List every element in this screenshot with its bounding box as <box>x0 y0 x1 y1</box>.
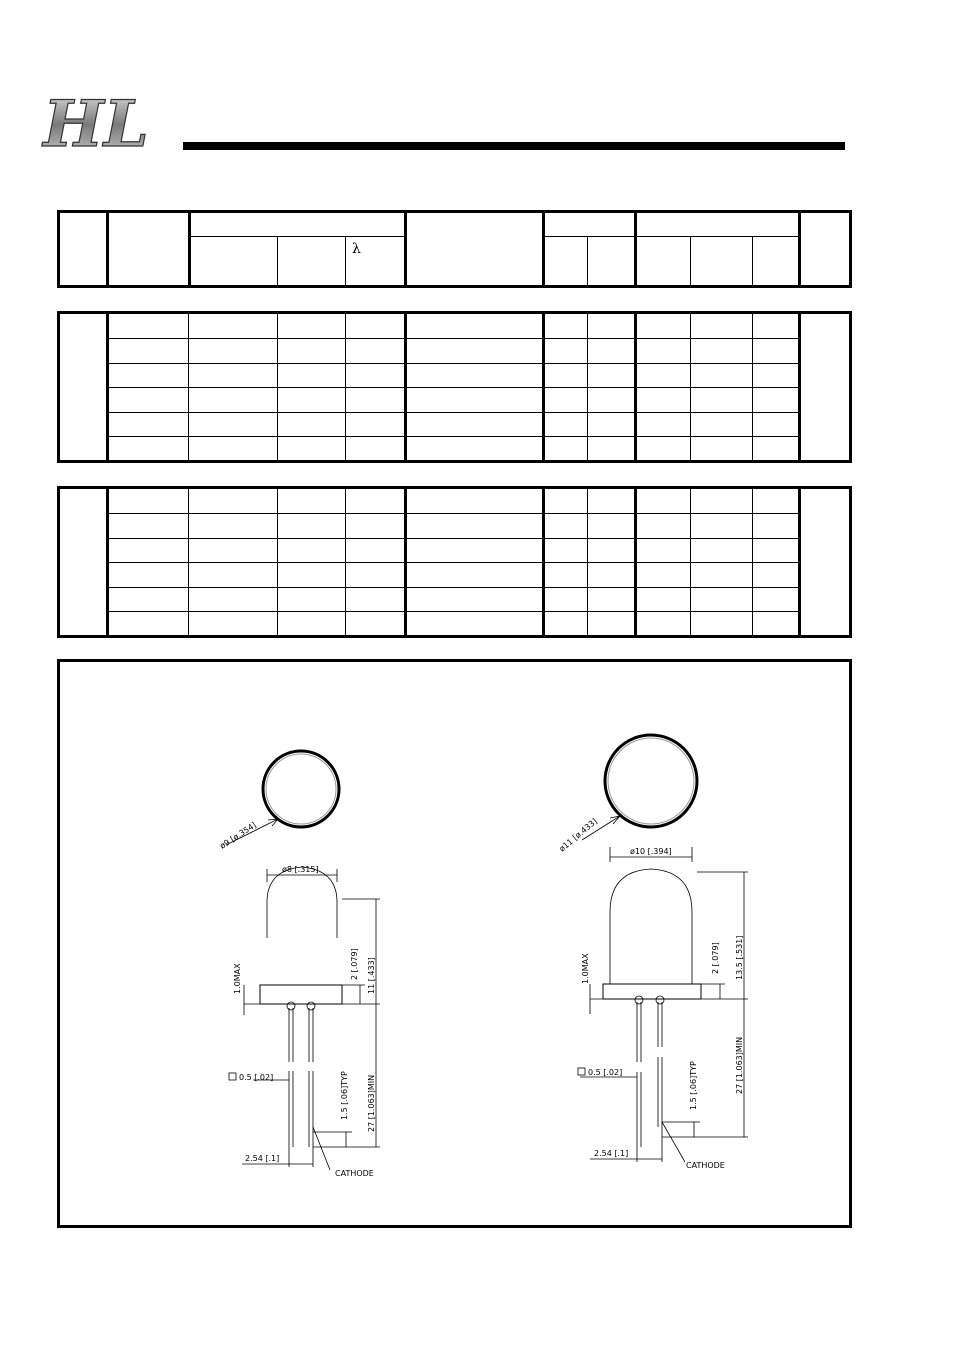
logo-text: HL <box>43 87 149 162</box>
data-table-2 <box>57 486 852 638</box>
led-10mm-drawing <box>580 735 748 1162</box>
lead-spacing-label-9mm: 2.54 [.1] <box>245 1154 280 1163</box>
header-rule <box>183 142 845 150</box>
cathode-label-10mm: CATHODE <box>686 1161 725 1170</box>
top-diameter-label-9mm: ø9 [ø.354] <box>218 820 258 851</box>
cathode-label-9mm: CATHODE <box>335 1169 374 1178</box>
flange-height-label-10mm: 1.0MAX <box>581 953 590 984</box>
dimension-drawings <box>60 662 849 1225</box>
body-diameter-label-10mm: ø10 [.394] <box>630 847 672 856</box>
overall-height-label-10mm: 13.5 [.531] <box>735 935 744 980</box>
lead-square-label-9mm: 0.5 [.02] <box>239 1073 274 1082</box>
data-table-1 <box>57 311 852 463</box>
flange-offset-label-10mm: 2 [.079] <box>711 942 720 974</box>
lead-spacing-label-10mm: 2.54 [.1] <box>594 1149 629 1158</box>
lead-length-label-10mm: 27 [1.063]MIN <box>735 1036 744 1094</box>
lead-length-label-9mm: 27 [1.063]MIN <box>367 1074 376 1132</box>
flange-offset-label-9mm: 2 [.079] <box>350 948 359 980</box>
overall-height-label-9mm: 11 [.433] <box>367 957 376 994</box>
body-diameter-label-9mm: ø8 [.315] <box>282 865 319 874</box>
package-drawing-panel <box>57 659 852 1228</box>
company-logo <box>43 84 149 162</box>
lead-square-label-10mm: 0.5 [.02] <box>588 1068 623 1077</box>
lead-offset-label-9mm: 1.5 [.06]TYP <box>340 1071 349 1120</box>
top-diameter-label-10mm: ø11 [ø.433] <box>557 816 599 854</box>
square-symbol-9mm <box>229 1073 236 1080</box>
header-table <box>57 210 852 288</box>
square-symbol-10mm <box>578 1068 585 1075</box>
flange-height-label-9mm: 1.0MAX <box>233 963 242 994</box>
lead-offset-label-10mm: 1.5 [.06]TYP <box>689 1061 698 1110</box>
wavelength-symbol: λ <box>352 241 361 257</box>
